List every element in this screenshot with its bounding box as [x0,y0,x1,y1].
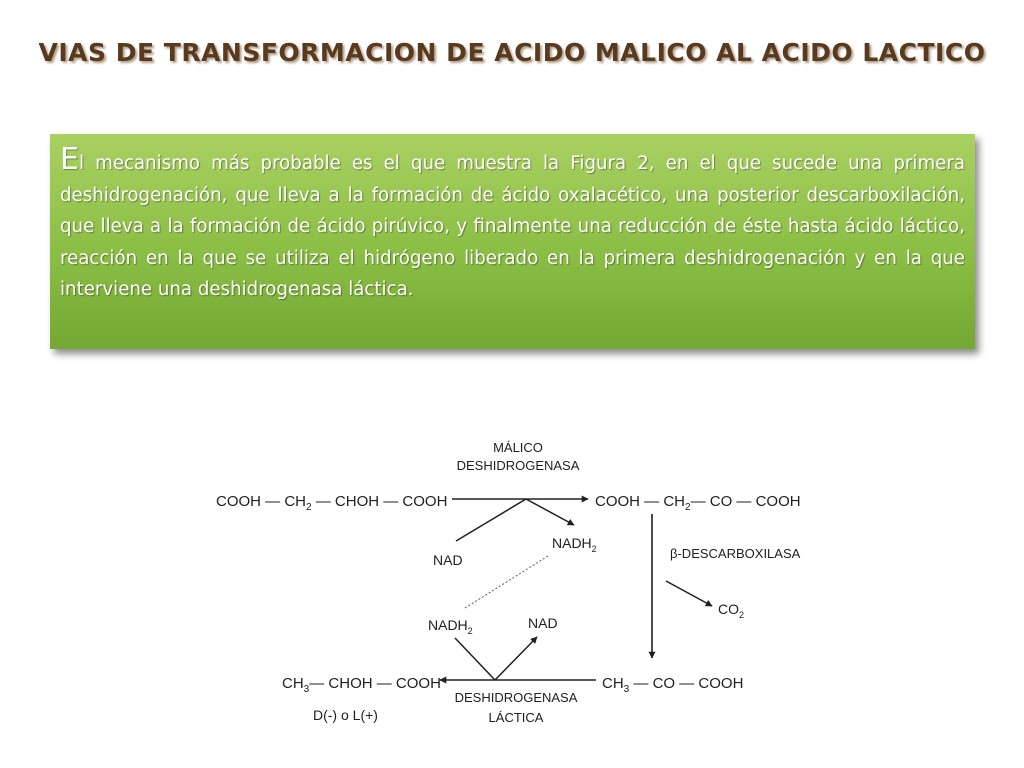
reaction-to-nad-arrow [495,637,537,680]
paragraph-text: l mecanismo más probable es el que muestra la Figura 2, en el que sucede una primera deshidrogenación, que lleva a la formación de ácido oxalacético, una posterior descarboxilación, que lleva a la formación de ácido pirúvico, y finalmente una reducción de éste hasta ácido láctico, reacción en la que se utiliza el hidrógeno liberado en la primera deshidrogenación y en la que interviene una deshidrogenasa láctica. [60,153,965,300]
beta-decarboxylase-label: β-DESCARBOXILASA [670,546,801,561]
malic-acid-subscript: 2 [306,502,312,513]
oxaloacetic-part-a: COOH — CH [595,493,685,510]
co2-release-arrow [666,581,712,606]
co2-subscript: 2 [739,610,745,620]
nadh2-top-subscript: 2 [591,544,597,554]
lactic-acid-formula [282,675,441,695]
nad-bottom-label: NAD [528,615,558,631]
reaction-to-nadh2-arrow [526,499,574,525]
pyruvic-acid-subscript: 3 [623,684,630,695]
co2-part-a: CO [718,601,739,617]
slide-title: VIAS DE TRANSFORMACION DE ACIDO MALICO AL ACIDO LACTICO [38,38,986,67]
nadh2-bottom-subscript: 2 [467,626,473,636]
malic-dehydrogenase-label-line2: DESHIDROGENASA [456,458,580,473]
malic-acid-part-b: — CHOH — COOH [311,493,448,510]
lactic-dehydrogenase-label-line2: LÁCTICA [488,710,544,725]
co2-label [718,601,744,620]
nadh2-top-part-a: NADH [552,535,592,551]
isomer-label: D(-) o L(+) [313,707,378,723]
nadh2-top-label [552,535,597,554]
paragraph-initial-letter: E [60,142,79,177]
lactic-acid-subscript: 3 [303,684,310,695]
pyruvic-acid-part-b: — CO — COOH [629,675,744,692]
lactic-acid-part-b: — CHOH — COOH [309,675,441,692]
nad-to-reaction-line [456,499,526,541]
lactic-acid-part-a: CH [282,675,304,692]
hydrogen-transfer-dotted-line [465,556,548,608]
malic-acid-part-a: COOH — CH [216,493,306,510]
pyruvic-acid-formula [602,675,743,695]
oxaloacetic-part-b: — CO — COOH [690,493,801,510]
lactic-dehydrogenase-label-line1: DESHIDROGENASA [454,690,578,705]
nadh2-bottom-label [428,617,473,636]
nadh2-bottom-part-a: NADH [428,617,468,633]
oxaloacetic-subscript: 2 [685,502,691,513]
nadh2-to-reaction-line [455,638,495,680]
pyruvic-acid-part-a: CH [602,675,624,692]
oxaloacetic-acid-formula [595,493,801,513]
malic-dehydrogenase-label-line1: MÁLICO [493,440,543,455]
malic-acid-formula [216,493,447,513]
nad-top-label: NAD [433,552,463,568]
